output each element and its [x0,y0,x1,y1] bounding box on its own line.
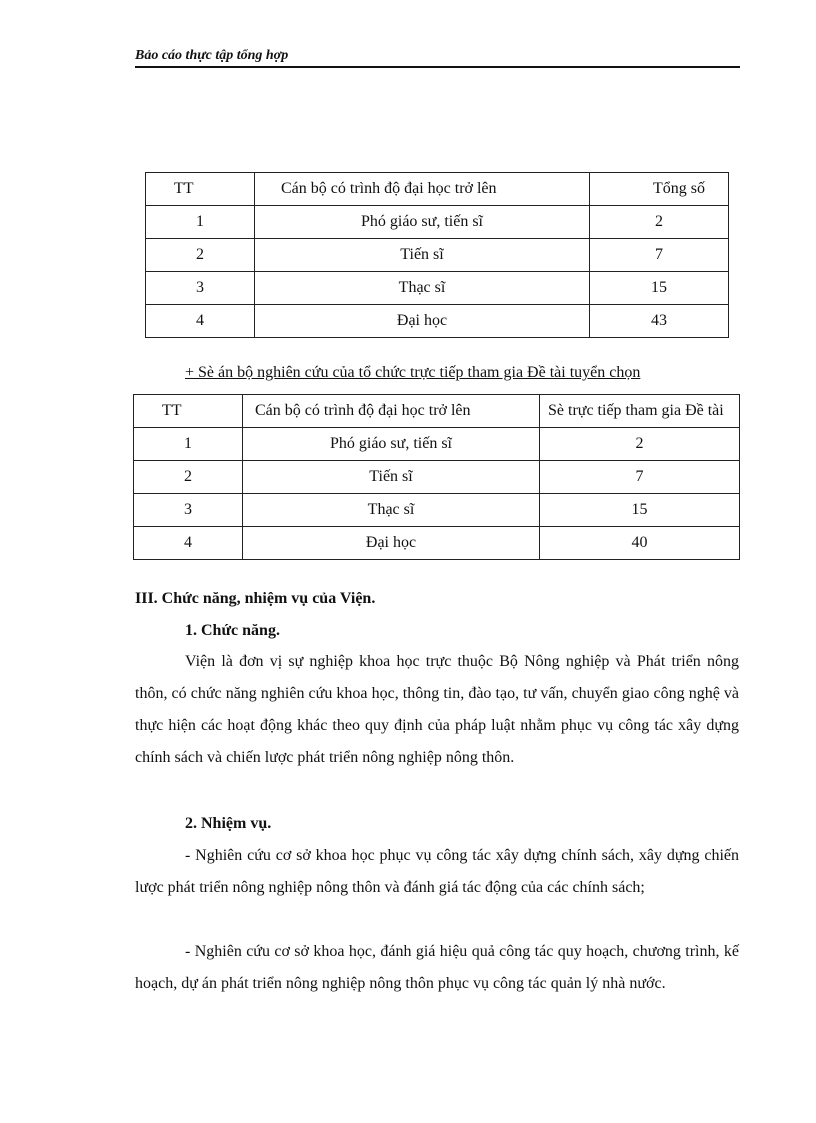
cell-qualification: Thạc sĩ [243,494,540,527]
cell-total: 7 [590,239,729,272]
table-row [146,305,729,338]
cell-qualification: Phó giáo sư, tiến sĩ [243,428,540,461]
cell-total: 15 [590,272,729,305]
cell-tt: 4 [146,305,255,338]
col-participants: Sè trực tiếp tham gia Đề tài [540,395,740,428]
col-tt: TT [146,173,255,206]
cell-qualification: Đại học [243,527,540,560]
cell-participants: 2 [540,428,740,461]
cell-qualification: Tiến sĩ [255,239,590,272]
table-header-row [134,395,740,428]
cell-participants: 15 [540,494,740,527]
functions-paragraph: Viện là đơn vị sự nghiệp khoa học trực thuộc Bộ Nông nghiệp và Phát triển nông thôn, có chức năng nghiên cứu khoa học, thông tin, đào tạo, tư vấn, chuyển giao công nghệ và thực hiện các hoạt động khác theo quy định của pháp luật nhằm phục vụ công tác xây dựng chính sách và chiến lược phát triển nông nghiệp nông thôn. [135,653,739,766]
col-tt: TT [134,395,243,428]
cell-tt: 1 [146,206,255,239]
cell-tt: 4 [134,527,243,560]
cell-tt: 3 [146,272,255,305]
table-row [134,461,740,494]
table-row [134,428,740,461]
cell-total: 43 [590,305,729,338]
table-header-row [146,173,729,206]
staff-qualification-table [145,172,729,338]
col-qualification: Cán bộ có trình độ đại học trở lên [255,173,590,206]
task-paragraph-1: - Nghiên cứu cơ sở khoa học phục vụ công tác xây dựng chính sách, xây dựng chiến lược phát triển nông nghiệp nông thôn và đánh giá tác động của các chính sách; [135,847,739,896]
cell-participants: 7 [540,461,740,494]
table-row [134,527,740,560]
cell-qualification: Đại học [255,305,590,338]
cell-tt: 1 [134,428,243,461]
cell-tt: 2 [146,239,255,272]
cell-tt: 2 [134,461,243,494]
col-qualification: Cán bộ có trình độ đại học trở lên [243,395,540,428]
section-heading: III. Chức năng, nhiệm vụ của Viện. [135,590,376,607]
col-total: Tổng số [590,173,729,206]
table-row [146,239,729,272]
table-row [146,272,729,305]
cell-tt: 3 [134,494,243,527]
cell-participants: 40 [540,527,740,560]
direct-participants-table [133,394,740,560]
table-row [146,206,729,239]
table-row [134,494,740,527]
cell-qualification: Tiến sĩ [243,461,540,494]
cell-qualification: Thạc sĩ [255,272,590,305]
cell-total: 2 [590,206,729,239]
task-paragraph-2: - Nghiên cứu cơ sở khoa học, đánh giá hiệu quả công tác quy hoạch, chương trình, kế hoạch, dự án phát triển nông nghiệp nông thôn phục vụ công tác quản lý nhà nước. [135,943,739,992]
table2-caption: + Sè án bộ nghiên cứu của tổ chức trực tiếp tham gia Đề tài tuyển chọn [185,364,641,381]
subsection-heading-tasks: 2. Nhiệm vụ. [185,815,272,832]
subsection-heading-functions: 1. Chức năng. [185,622,280,639]
cell-qualification: Phó giáo sư, tiến sĩ [255,206,590,239]
page-header: Bảo cáo thực tập tổng hợp [135,48,740,68]
